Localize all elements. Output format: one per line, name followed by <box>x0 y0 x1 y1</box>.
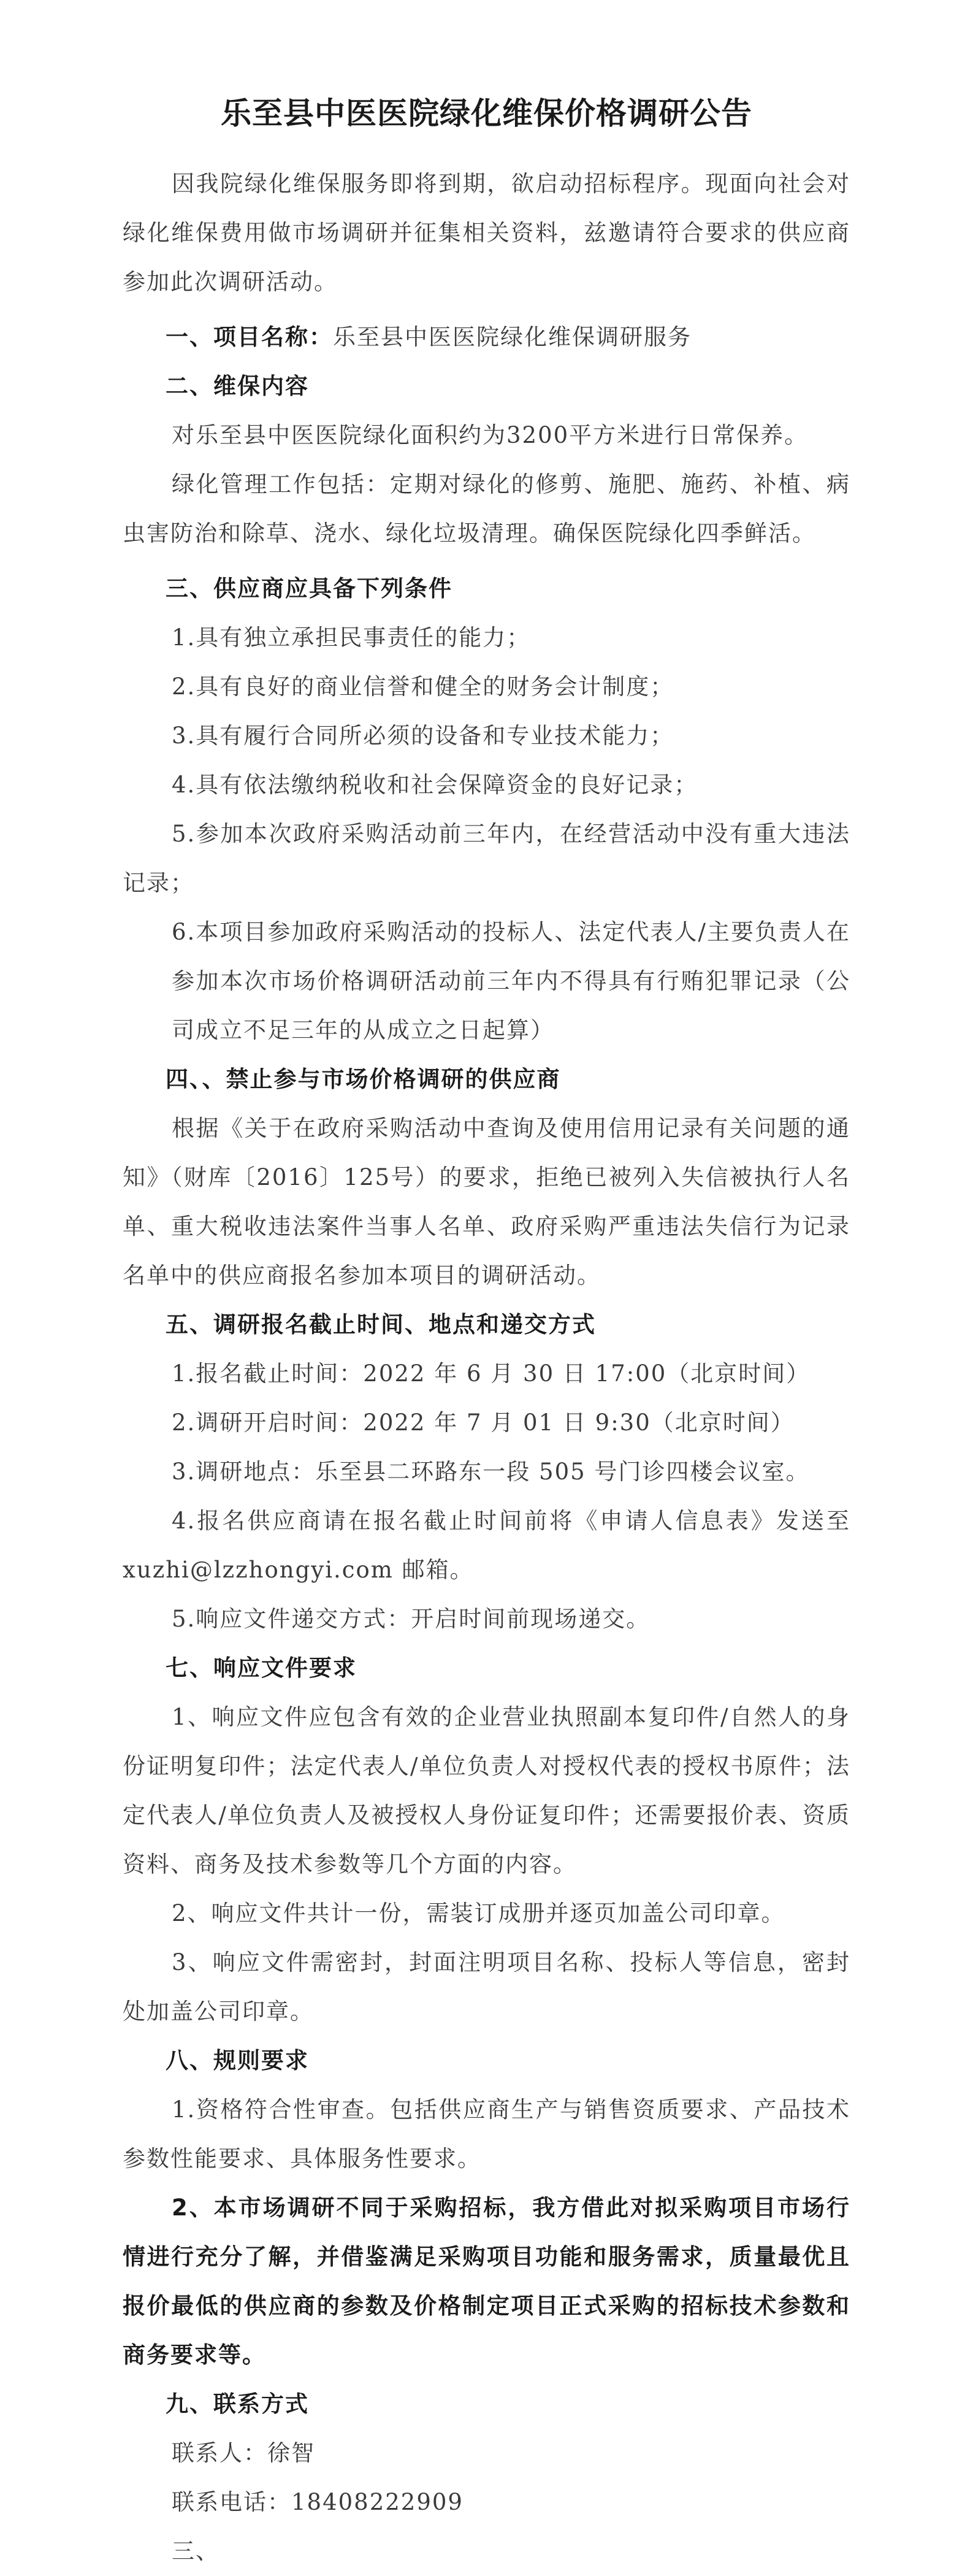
requirement-item: 1.具有独立承担民事责任的能力； <box>172 624 531 651</box>
requirement-item: 6.本项目参加政府采购活动的投标人、法定代表人/主要负责人在参加本次市场价格调研活动前三年内不得具有行贿犯罪记录（公司成立不足三年的从成立之日起算） <box>172 919 850 1043</box>
trailing-numbering: 三、 <box>172 2538 219 2564</box>
deadline-item: 2.调研开启时间：2022 年 7 月 01 日 9:30（北京时间） <box>172 1409 795 1436</box>
section-heading-maintenance: 二、维保内容 <box>166 373 309 399</box>
page-title: 乐至县中医医院绿化维保价格调研公告 <box>221 95 752 131</box>
project-name-value: 乐至县中医医院绿化维保调研服务 <box>333 324 692 350</box>
requirement-item: 4.具有依法缴纳税收和社会保障资金的良好记录； <box>172 772 698 798</box>
section-heading-deadline: 五、调研报名截止时间、地点和递交方式 <box>166 1311 596 1338</box>
contact-person: 联系人：徐智 <box>172 2440 315 2466</box>
section-project-name <box>123 313 850 362</box>
prohibited-paragraph: 根据《关于在政府采购活动中查询及使用信用记录有关问题的通知》（财库〔2016〕125号）的要求，拒绝已被列入失信被执行人名单、重大税收违法案件当事人名单、政府采购严重违法失信行为记录名单中的供应商报名参加本项目的调研活动。 <box>123 1115 850 1289</box>
maintenance-area-paragraph: 对乐至县中医医院绿化面积约为3200平方米进行日常保养。 <box>172 422 809 448</box>
rules-paragraph: 1.资格符合性审查。包括供应商生产与销售资质要求、产品技术参数性能要求、具体服务性要求。 <box>123 2096 850 2172</box>
section-heading-rules: 八、规则要求 <box>166 2047 309 2074</box>
contact-phone: 联系电话：18408222909 <box>172 2489 464 2515</box>
requirement-item: 5.参加本次政府采购活动前三年内，在经营活动中没有重大违法记录； <box>123 821 850 896</box>
deadline-item: 1.报名截止时间：2022 年 6 月 30 日 17:00（北京时间） <box>172 1360 811 1387</box>
section-heading-requirements: 三、供应商应具备下列条件 <box>166 575 452 602</box>
section-heading: 一、项目名称： <box>166 324 333 350</box>
response-doc-item: 3、响应文件需密封，封面注明项目名称、投标人等信息，密封处加盖公司印章。 <box>123 1949 850 2025</box>
section-heading-response-docs: 七、响应文件要求 <box>166 1655 357 1681</box>
response-doc-item: 2、响应文件共计一份，需装订成册并逐页加盖公司印章。 <box>172 1900 785 1926</box>
section-heading-contact: 九、联系方式 <box>166 2391 309 2417</box>
maintenance-scope-paragraph: 绿化管理工作包括：定期对绿化的修剪、施肥、施药、补植、病虫害防治和除草、浇水、绿化垃圾清理。确保医院绿化四季鲜活。 <box>123 471 850 546</box>
deadline-item: 5.响应文件递交方式：开启时间前现场递交。 <box>172 1606 651 1632</box>
rules-paragraph-bold: 2、本市场调研不同于采购招标，我方借此对拟采购项目市场行情进行充分了解，并借鉴满足采购项目功能和服务需求，质量最优且报价最低的供应商的参数及价格制定项目正式采购的招标技术参数和商务要求等。 <box>123 2195 850 2368</box>
deadline-item: 3.调研地点：乐至县二环路东一段 505 号门诊四楼会议室。 <box>172 1459 810 1485</box>
requirement-item: 3.具有履行合同所必须的设备和专业技术能力； <box>172 723 674 749</box>
intro-paragraph: 因我院绿化维保服务即将到期，欲启动招标程序。现面向社会对绿化维保费用做市场调研并征集相关资料，兹邀请符合要求的供应商参加此次调研活动。 <box>123 171 850 295</box>
requirement-item: 2.具有良好的商业信誉和健全的财务会计制度； <box>172 673 674 700</box>
response-doc-item: 1、响应文件应包含有效的企业营业执照副本复印件/自然人的身份证明复印件；法定代表人/单位负责人对授权代表的授权书原件；法定代表人/单位负责人及被授权人身份证复印件；还需要报价表、资质资料、商务及技术参数等几个方面的内容。 <box>123 1704 850 1877</box>
deadline-item: 4.报名供应商请在报名截止时间前将《申请人信息表》发送至 xuzhi@lzzhongyi.com 邮箱。 <box>123 1508 850 1583</box>
section-heading-prohibited: 四、、禁止参与市场价格调研的供应商 <box>166 1066 561 1092</box>
